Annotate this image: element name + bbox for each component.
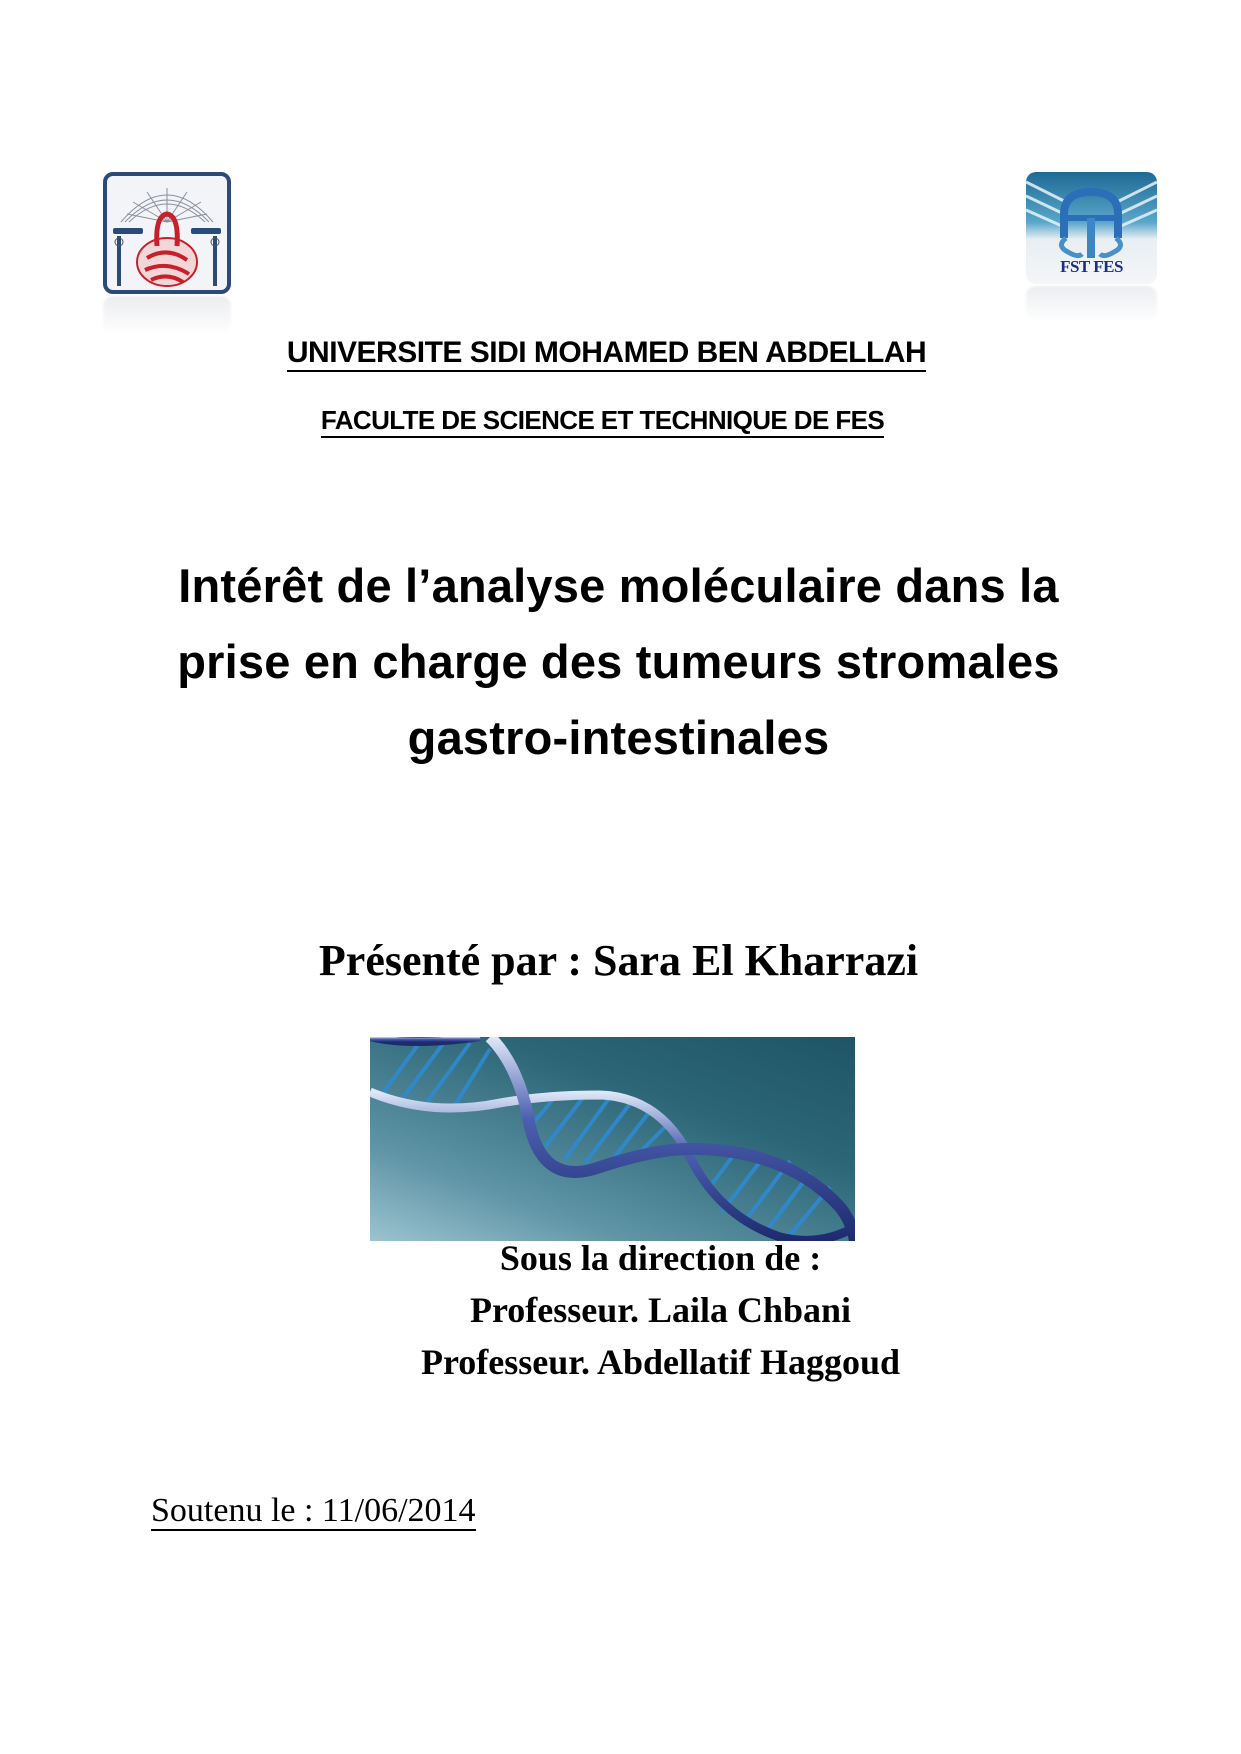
supervisor-2: Professeur. Abdellatif Haggoud	[420, 1342, 901, 1382]
supervisor-1: Professeur. Laila Chbani	[469, 1290, 852, 1330]
usmba-logo	[103, 172, 231, 334]
thesis-title	[0, 548, 1239, 776]
fst-fes-logo	[1026, 172, 1157, 322]
defense-date-text: Soutenu le : 11/06/2014	[151, 1492, 476, 1529]
faculty-name-text: FACULTE DE SCIENCE ET TECHNIQUE DE FES	[321, 405, 884, 438]
usmba-logo-reflection	[103, 296, 231, 334]
usmba-emblem-icon	[103, 172, 231, 294]
supervision-block	[40, 1232, 1241, 1388]
fst-fes-label: FST FES	[1060, 257, 1123, 276]
thesis-title-line-2: prise en charge des tumeurs stromales	[177, 635, 1060, 688]
dna-helix-image	[370, 1037, 855, 1241]
supervision-heading: Sous la direction de :	[499, 1238, 822, 1278]
presented-by: Présenté par : Sara El Kharrazi	[318, 936, 919, 985]
defense-date	[151, 1492, 476, 1530]
faculty-name	[0, 405, 1223, 436]
fst-fes-emblem-icon	[1026, 172, 1157, 284]
university-name	[0, 336, 1227, 370]
fst-fes-logo-reflection	[1026, 286, 1157, 322]
university-name-text: UNIVERSITE SIDI MOHAMED BEN ABDELLAH	[287, 336, 926, 372]
thesis-title-line-3: gastro-intestinales	[407, 711, 830, 764]
thesis-title-line-1: Intérêt de l’analyse moléculaire dans la	[178, 559, 1059, 612]
